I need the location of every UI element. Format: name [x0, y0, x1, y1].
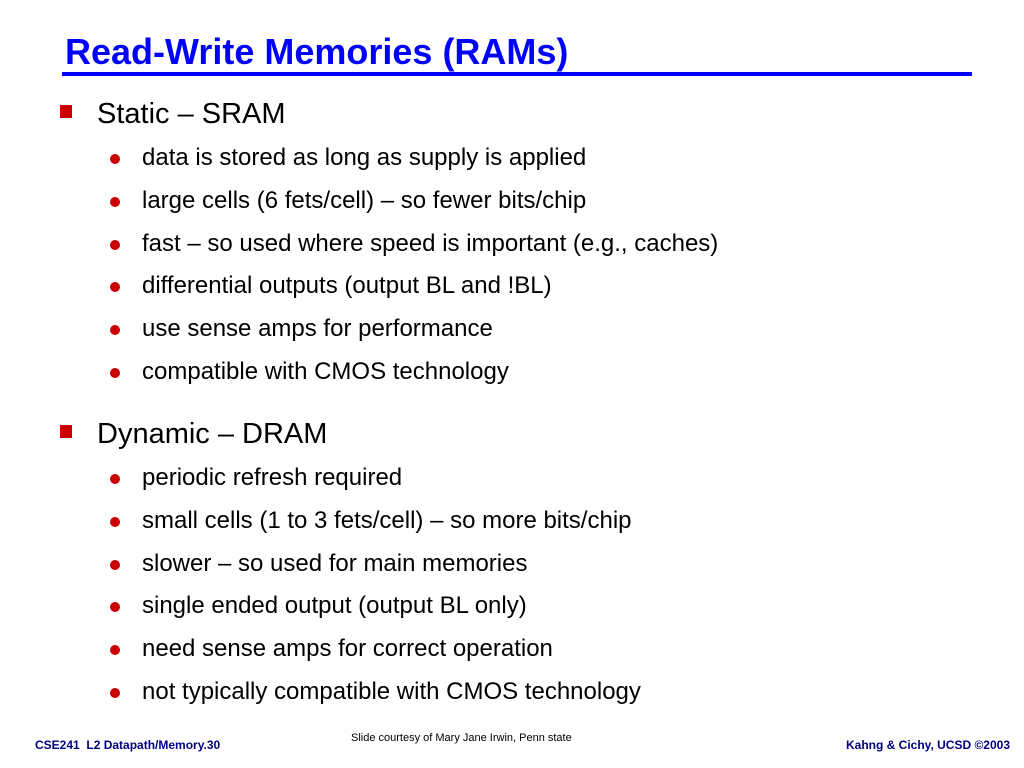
round-bullet-icon — [110, 602, 120, 612]
round-bullet-icon — [110, 368, 120, 378]
square-bullet-icon — [60, 105, 72, 118]
bullet-text: data is stored as long as supply is applied — [142, 144, 587, 171]
footer-copyright: Kahng & Cichy, UCSD ©2003 — [846, 738, 1010, 752]
section-heading: Dynamic – DRAM — [97, 418, 328, 450]
round-bullet-icon — [110, 325, 120, 335]
bullet-text: fast – so used where speed is important (e.g., caches) — [142, 229, 719, 257]
bullet-text: use sense amps for performance — [142, 315, 493, 343]
round-bullet-icon — [110, 688, 120, 698]
bullet-text: large cells (6 fets/cell) – so fewer bits/chip — [142, 186, 587, 214]
round-bullet-icon — [110, 154, 120, 164]
round-bullet-icon — [110, 240, 120, 250]
section-heading: Static – SRAM — [97, 98, 286, 130]
round-bullet-icon — [110, 282, 120, 292]
footer-credit: Slide courtesy of Mary Jane Irwin, Penn state — [351, 732, 572, 744]
slide-title: Read-Write Memories (RAMs) — [65, 31, 569, 72]
bullet-text: compatible with CMOS technology — [142, 357, 509, 385]
round-bullet-icon — [110, 645, 120, 655]
round-bullet-icon — [110, 474, 120, 484]
round-bullet-icon — [110, 560, 120, 570]
bullet-text: slower – so used for main memories — [142, 549, 528, 577]
bullet-text: small cells (1 to 3 fets/cell) – so more bits/chip — [142, 506, 632, 534]
bullet-text: periodic refresh required — [142, 464, 403, 491]
round-bullet-icon — [110, 517, 120, 527]
bullet-text: need sense amps for correct operation — [142, 635, 553, 663]
bullet-text: not typically compatible with CMOS technology — [142, 677, 641, 705]
title-underline — [62, 72, 972, 76]
square-bullet-icon — [60, 425, 72, 438]
footer-course-label: CSE241 L2 Datapath/Memory.30 — [35, 738, 221, 752]
bullet-text: single ended output (output BL only) — [142, 592, 527, 620]
round-bullet-icon — [110, 197, 120, 207]
bullet-text: differential outputs (output BL and !BL) — [142, 272, 552, 300]
